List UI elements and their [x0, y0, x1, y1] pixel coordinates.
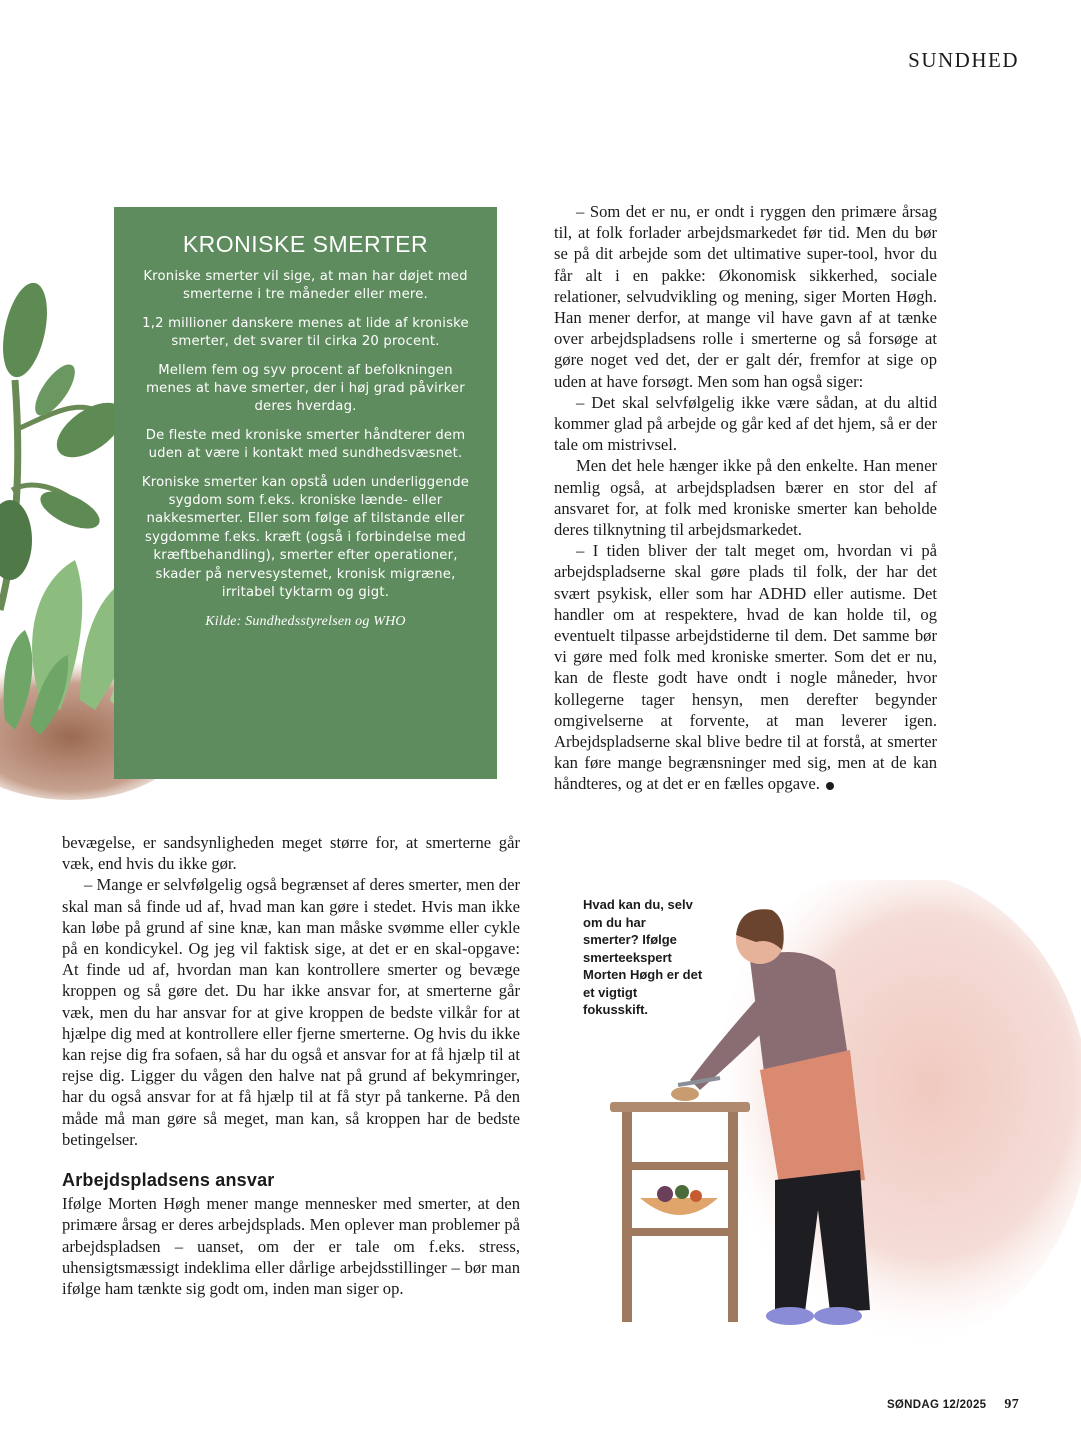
- subheading: Arbejdspladsens ansvar: [62, 1170, 275, 1191]
- factbox-paragraph: Kroniske smerter vil sige, at man har døjet med smerterne i tre måneder eller mere.: [143, 269, 468, 303]
- body-paragraph: – Mange er selvfølgelig også begrænset af deres smerter, men der skal man så finde ud af, hvad man kan gøre i stedet. Hvis man ikke kan løbe på grund af sine knæ, kan man måske svømme eller cykle på en kondicykel. Og jeg vil faktisk sige, at det er en skal-opgave: At finde ud af, hvordan man kan kontrollere smerter og bevæge kroppen og så gøre det. Du har ikke ansvar for, at smerterne går væk, men du har ansvar for at give kroppen de bedste vilkår for at hjælpe dig med at kontrollere eller fjerne smerterne. Og hvis du ikke kan rejse dig fra sofaen, så har du også et ansvar for at få hjælp til at rejse dig. Ligger du vågen den halve nat på grund af bekymringer, har du også ansvar for at få hjælp til at få styr på tankerne. På den måde må man gøre så meget, man kan, så kroppen har de bedste betingelser.: [62, 875, 520, 1149]
- factbox-paragraph: De fleste med kroniske smerter håndterer dem uden at være i kontakt med sundhedsvæsnet.: [145, 427, 466, 462]
- publication-issue: SØNDAG 12/2025: [886, 1399, 987, 1411]
- body-paragraph: Ifølge Morten Høgh mener mange mennesker med smerter, at den primære årsag er deres arbejdsplads. Men oplever man problemer på arbejdspladsen – uanset, om der er tale om f.eks. stress, uhensigtsmæssigt indeklima eller dårlige arbejdsstillinger – bør man ifølge ham tænkte sig godt om, inden man siger op.: [62, 1194, 520, 1299]
- factbox-source: Kilde: Sundhedsstyrelsen og WHO: [205, 613, 406, 629]
- article-right-column: [554, 201, 937, 795]
- article-left-column: [62, 832, 520, 1299]
- factbox-paragraph: Kroniske smerter kan opstå uden underliggende sygdom som f.eks. kroniske lænde- eller nakkesmerter. Eller som følge af tilstande eller sygdomme f.eks. kræft (også i forbindelse med kræftbehandling), smerter efter operationer, skader på nervesystemet, kronisk migræne, irritabel tyktarm og gigt.: [141, 474, 470, 601]
- page-footer: [887, 1397, 1019, 1413]
- page-number: 97: [1004, 1397, 1019, 1412]
- image-caption: Hvad kan du, selv om du har smerter? Ifølge smerteekspert Morten Høgh er det et vigtigt fokusskift.: [583, 897, 703, 1017]
- end-mark-icon: [826, 782, 834, 790]
- body-paragraph-text: – I tiden bliver der talt meget om, hvordan vi på arbejdspladserne skal gøre plads til folk, der har det svært psykisk, eller som har ADHD eller autisme. Det handler om at respektere, hvad de kan holde til, og eventuelt tilpasse arbejdstiderne til dem. Det samme bør vi gøre med folk med kroniske smerter. Som det er nu, kan de fleste godt have ondt i nogle måneder, hvor kollegerne tager hensyn, men derefter begynder omgivelserne at forvente, at man leverer igen. Arbejdspladserne skal blive bedre til at forstå, at smerter kan føre mange begrænsninger med sig, men at de kan håndteres, og at det er en fælles opgave.: [554, 541, 937, 794]
- factbox-paragraph: Mellem fem og syv procent af befolkningen menes at have smerter, der i høj grad påvirker deres hverdag.: [146, 362, 465, 415]
- body-paragraph: – Det skal selvfølgelig ikke være sådan, at du altid kommer glad på arbejde og går ked af det hjem, så er der tale om mistrivsel.: [554, 392, 937, 455]
- body-paragraph: – Som det er nu, er ondt i ryggen den primære årsag til, at folk forlader arbejdsmarkedet før tid. Men du bør se på dit arbejde som det ultimative super-tool, hvor du får alt i en pakke: Økonomisk sikkerhed, sociale relationer, selvudvikling og mening, siger Morten Høgh. Han mener derfor, at mange vil have gavn af at tænke over arbejdspladsens rolle i smerterne og så forsøge at gøre noget ved det, der er galt dér, fremfor at sige op uden at have forsøgt. Men som han også siger:: [554, 202, 937, 391]
- factbox: [114, 207, 497, 779]
- factbox-title: KRONISKE SMERTER: [182, 231, 429, 257]
- body-paragraph: [554, 540, 937, 794]
- body-paragraph: bevægelse, er sandsynligheden meget større for, at smerterne går væk, end hvis du ikke gør.: [62, 833, 520, 874]
- factbox-paragraph: 1,2 millioner danskere menes at lide af kroniske smerter, det svarer til cirka 20 procent.: [142, 315, 469, 350]
- section-label: SUNDHED: [908, 48, 1019, 72]
- body-paragraph: Men det hele hænger ikke på den enkelte. Han mener nemlig også, at arbejdspladsen bærer en stor del af ansvaret for, at folk med kroniske smerter kan beholde deres tilknytning til arbejdsmarkedet.: [554, 456, 937, 540]
